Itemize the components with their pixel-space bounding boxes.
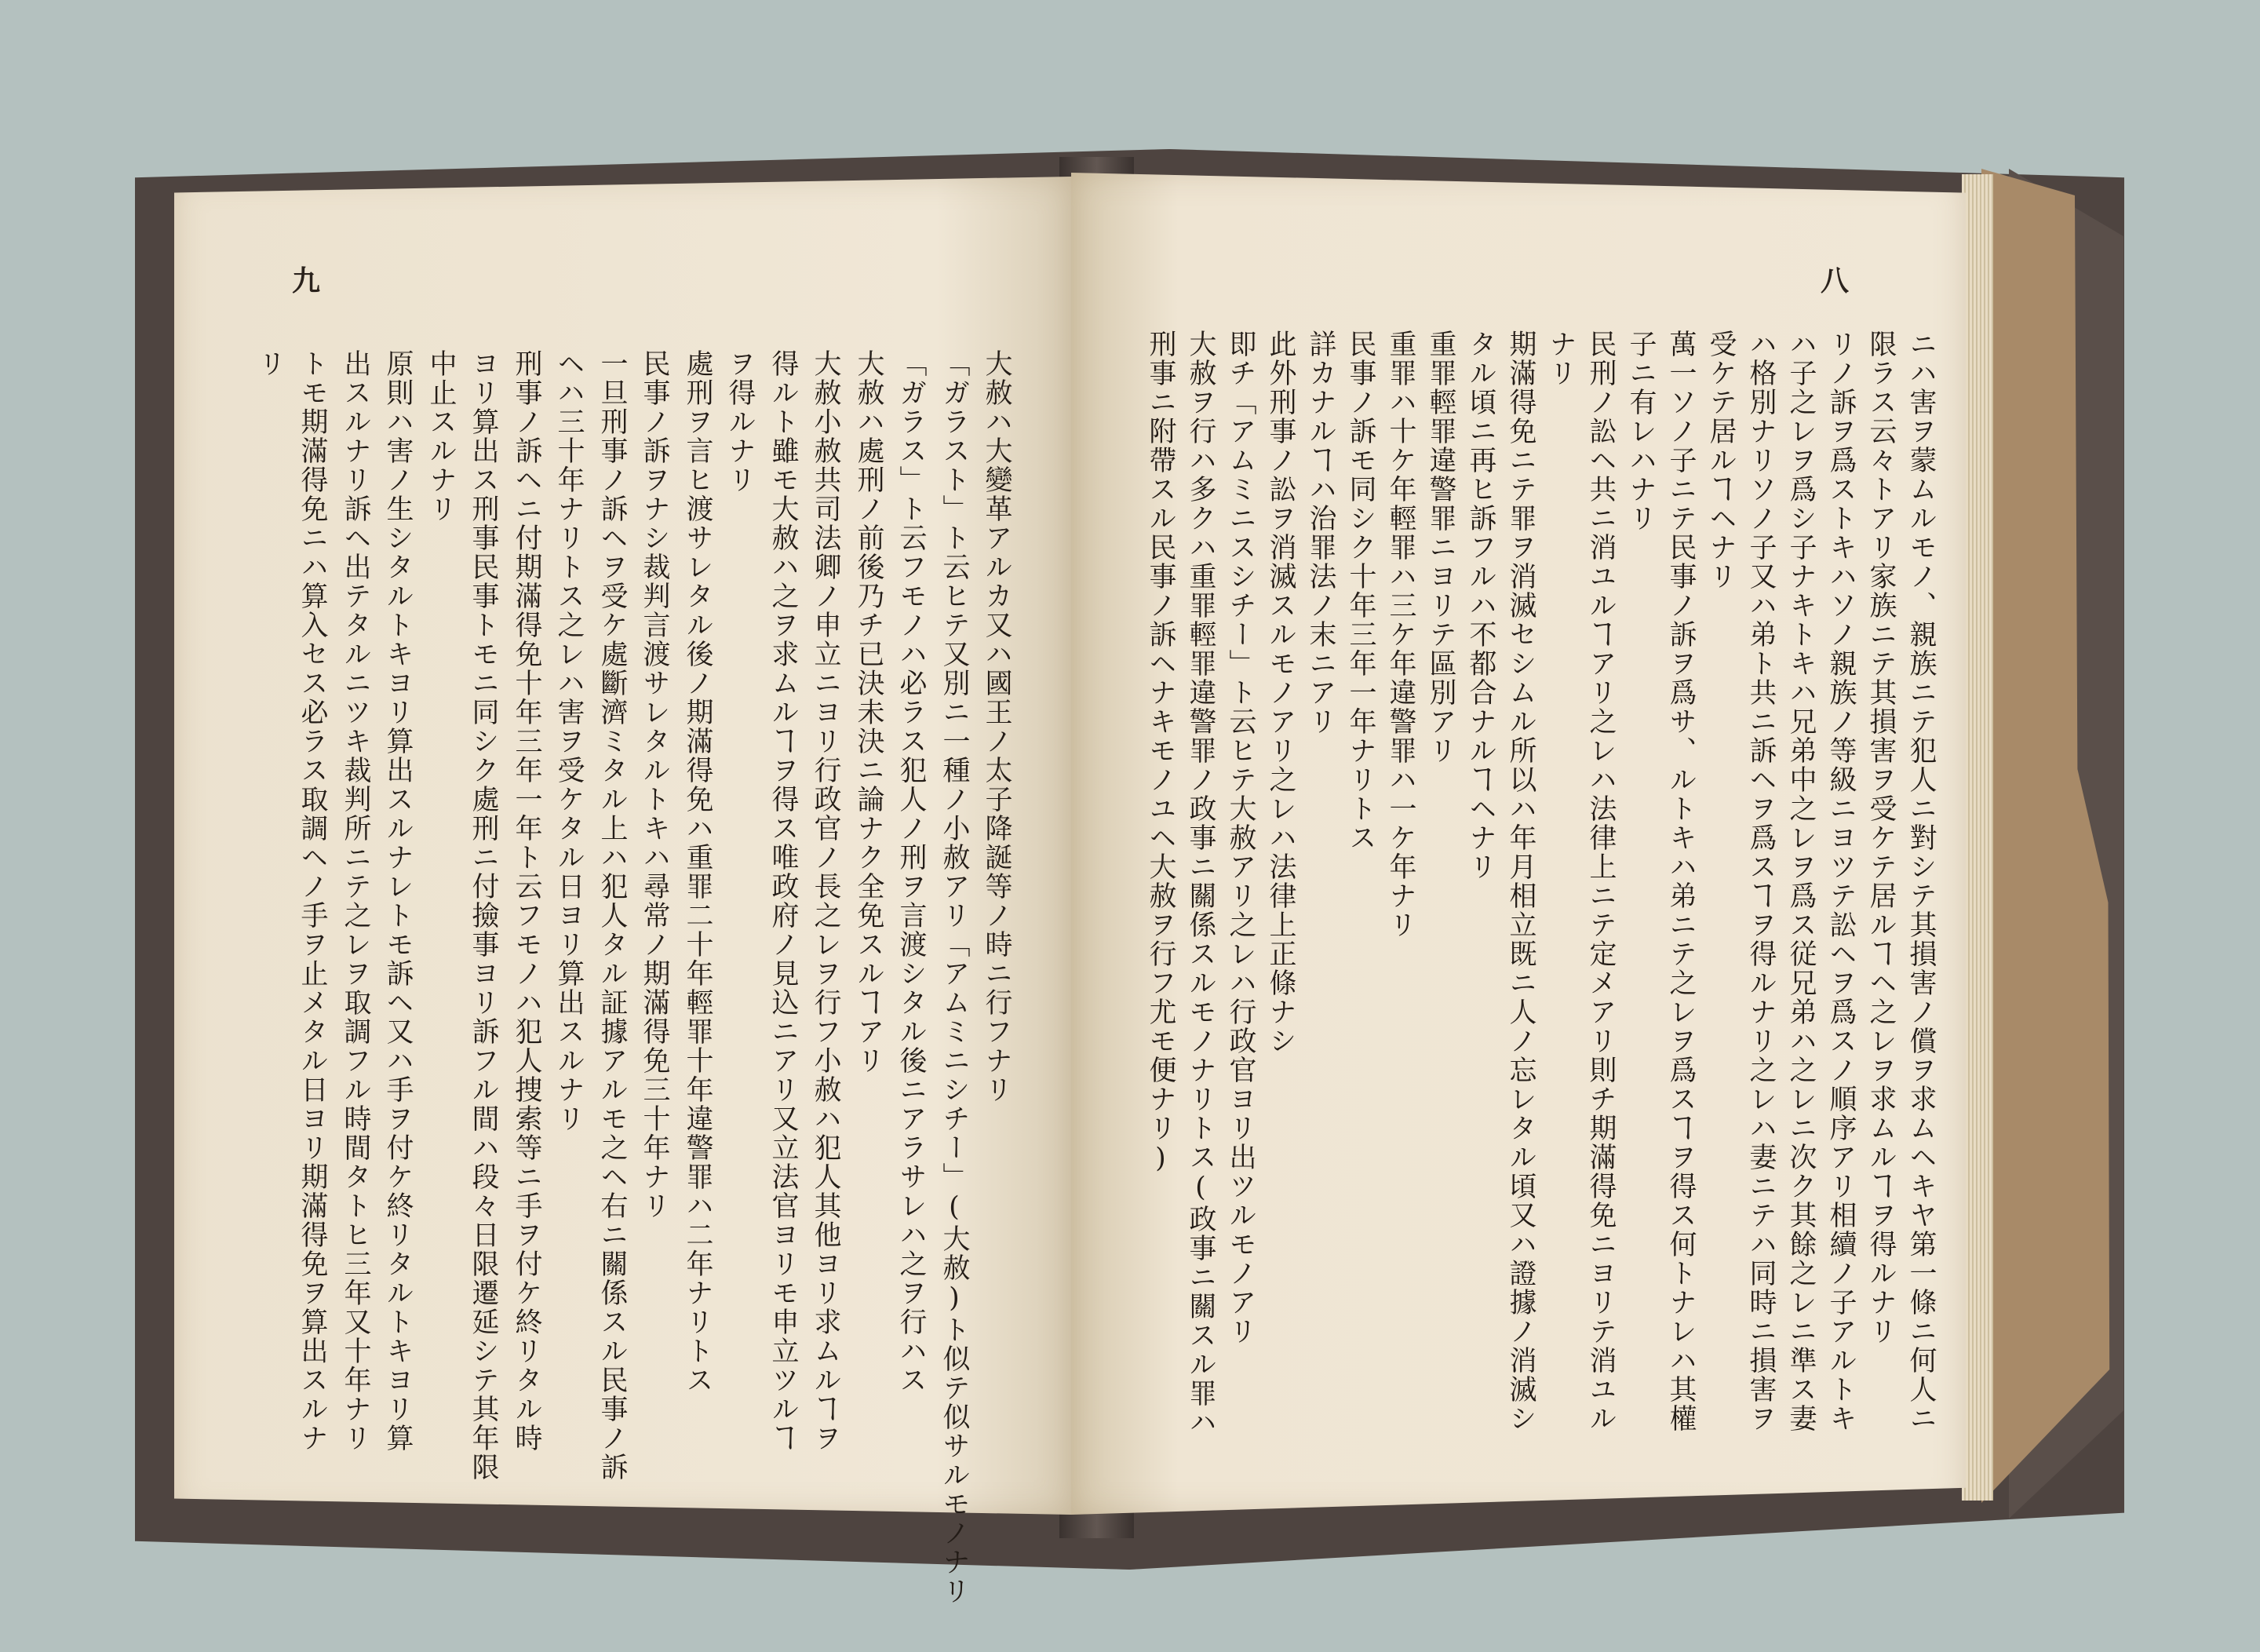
left-text-column: 民事ノ訴ヲナシ裁判言渡サレタルトキハ尋常ノ期滿得免三十年ナリ [639, 349, 670, 1220]
left-text-column: リ [254, 349, 286, 378]
right-text-column: 受ケテ居ルヿヘナリ [1705, 330, 1737, 591]
right-text-column: ハ格別ナリソノ子又ハ弟ト共ニ訴ヘヲ爲スヿヲ得ルナリ之レハ妻ニテハ同時ニ損害ヲ [1745, 330, 1777, 1433]
left-text-column: 「ガラスト」ト云ヒテ又別ニ一種ノ小赦アリ「アムミニシチー」(大赦)ト似テ似サルモノナリ [939, 349, 970, 1606]
right-text-column: 即チ「アムミニスシチー」ト云ヒテ大赦アリ之レハ行政官ヨリ出ツルモノアリ [1225, 330, 1256, 1346]
right-text-column: 萬一ソノ子ニテ民事ノ訴ヲ爲サ、ルトキハ弟ニテ之レヲ爲スヿヲ得ス何トナレハ其權 [1665, 330, 1697, 1433]
left-text-column: 大赦ハ處刑ノ前後乃チ已決未決ニ論ナク全免スルヿアリ [853, 349, 884, 1075]
right-text-column: 詳カナルヿハ治罪法ノ末ニアリ [1305, 330, 1336, 736]
right-text-column: 民事ノ訴モ同シク十年三年一年ナリトス [1345, 330, 1376, 852]
left-text-column: 中止スルナリ [425, 349, 457, 523]
left-text-column: トモ期滿得免ニハ算入セス必ラス取調ヘノ手ヲ止メタル日ヨリ期滿得免ヲ算出スルナ [297, 349, 328, 1453]
left-text-column: 大赦ハ大變革アルカ又ハ國王ノ太子降誕等ノ時ニ行フナリ [981, 349, 1012, 1104]
left-text-column: 處刑ヲ言ヒ渡サレタル後ノ期滿得免ハ重罪二十年輕罪十年違警罪ハ二年ナリトス [682, 349, 713, 1395]
left-text-column: 刑事ノ訴ヘニ付期滿得免十年三年一年ト云フモノハ犯人捜索等ニ手ヲ付ケ終リタル時 [511, 349, 542, 1453]
right-text-column: 期滿得免ニテ罪ヲ消滅セシムル所以ハ年月相立既ニ人ノ忘レタル頃又ハ證據ノ消滅シ [1505, 330, 1536, 1433]
left-text-column: ヲ得ルナリ [724, 349, 756, 494]
right-text-column: ハ子之レヲ爲シ子ナキトキハ兄弟中之レヲ爲ス従兄弟ハ之レニ次ク其餘之レニ準ス妻 [1785, 330, 1817, 1433]
right-text-column: 重罪ハ十ケ年輕罪ハ三ケ年違警罪ハ一ケ年ナリ [1385, 330, 1416, 939]
left-page-number: 九 [292, 264, 321, 297]
right-text-column: 刑事ニ附帶スル民事ノ訴ヘナキモノユヘ大赦ヲ行フ尤モ便ナリ) [1145, 330, 1176, 1176]
right-text-column: ナリ [1545, 330, 1577, 388]
right-page-number: 八 [1821, 264, 1850, 297]
left-text-column: ヨリ算出ス刑事民事トモニ同シク處刑ニ付撿事ヨリ訴フル間ハ段々日限遷延シテ其年限 [468, 349, 499, 1482]
left-text-column: 大赦小赦共司法卿ノ申立ニヨリ行政官ノ長之レヲ行フ小赦ハ犯人其他ヨリ求ムルヿヲ [810, 349, 841, 1453]
left-text-column: 「ガラス」ト云フモノハ必ラス犯人ノ刑ヲ言渡シタル後ニアラサレハ之ヲ行ハス [895, 349, 927, 1395]
left-text-column: ヘハ三十年ナリトス之レハ害ヲ受ケタル日ヨリ算出スルナリ [553, 349, 585, 1133]
left-text-column: 一旦刑事ノ訴ヘヲ受ケ處斷濟ミタル上ハ犯人タル証據アルモ之ヘ右ニ關係スル民事ノ訴 [596, 349, 628, 1482]
left-text-column: 得ルト雖モ大赦ハ之ヲ求ムルヿヲ得ス唯政府ノ見込ニアリ又立法官ヨリモ申立ツルヿ [767, 349, 799, 1453]
right-text-column: 限ラス云々トアリ家族ニテ其損害ヲ受ケテ居ルヿヘ之レヲ求ムルヿヲ得ルナリ [1865, 330, 1897, 1346]
page-edges [1962, 174, 1993, 1501]
left-text-column: 原則ハ害ノ生シタルトキヨリ算出スルナレトモ訴ヘ又ハ手ヲ付ケ終リタルトキヨリ算 [382, 349, 414, 1453]
left-text-column: 出スルナリ訴ヘ出テタルニツキ裁判所ニテ之レヲ取調フル時間タトヒ三年又十年ナリ [340, 349, 371, 1453]
right-text-column: ニハ害ヲ蒙ムルモノ、親族ニテ犯人ニ對シテ其損害ノ償ヲ求ムヘキヤ第一條ニ何人ニ [1905, 330, 1937, 1433]
right-text-column: 子ニ有レハナリ [1625, 330, 1657, 533]
right-text-column: 民刑ノ訟ヘ共ニ消ユルヿアリ之レハ法律上ニテ定メアリ則チ期滿得免ニヨリテ消ユル [1585, 330, 1617, 1433]
right-text-column: タル頃ニ再ヒ訴フルハ不都合ナルヿヘナリ [1465, 330, 1496, 881]
right-text-column: 重罪輕罪違警罪ニヨリテ區別アリ [1425, 330, 1456, 765]
right-text-column: 此外刑事ノ訟ヲ消滅スルモノアリ之レハ法律上正條ナシ [1265, 330, 1296, 1056]
right-text-column: 大赦ヲ行ハ多クハ重罪輕罪違警罪ノ政事ニ關係スルモノナリトス(政事ニ關スル罪ハ [1185, 330, 1216, 1437]
right-text-column: リノ訴ヲ爲ストキハソノ親族ノ等級ニヨツテ訟ヘヲ爲スノ順序アリ相續ノ子アルトキ [1825, 330, 1857, 1433]
